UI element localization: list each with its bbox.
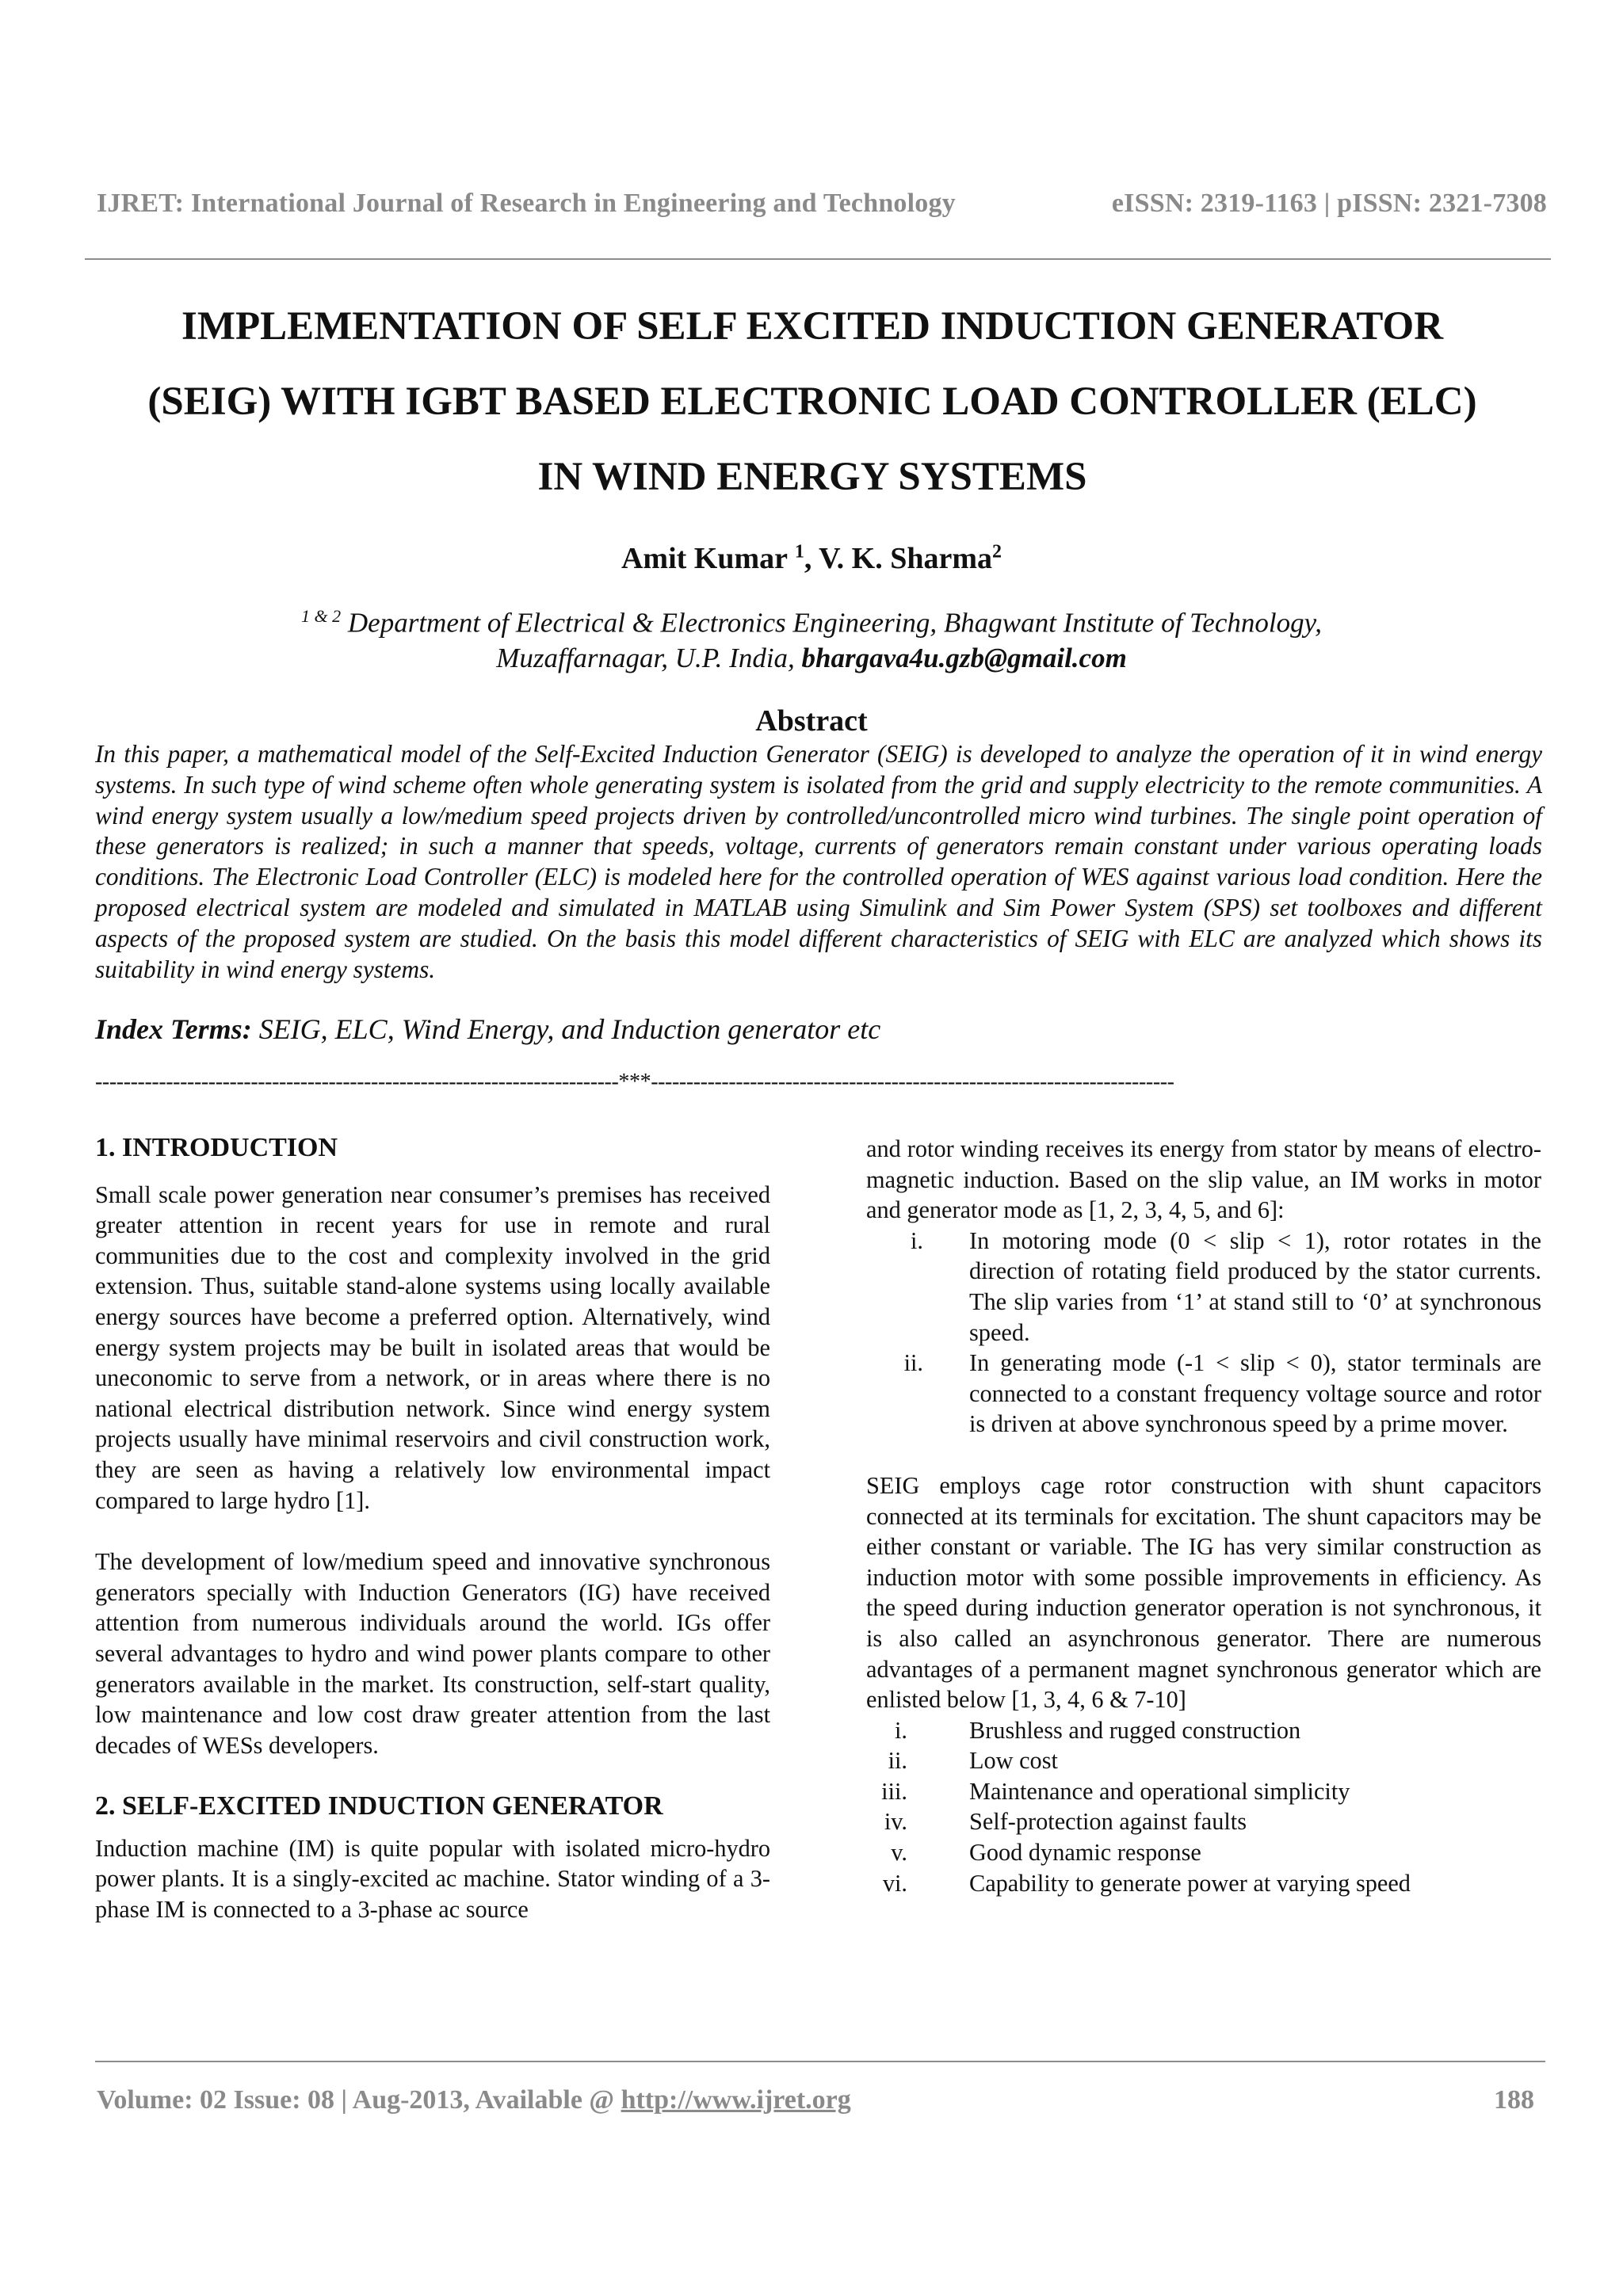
advantage-number: i. (895, 1716, 907, 1744)
affiliation-line-1: Department of Electrical & Electronics Engineering, Bhagwant Institute of Technology, (341, 607, 1322, 639)
author-2-sup: 2 (992, 541, 1002, 563)
advantage-text: Brushless and rugged construction (969, 1716, 1301, 1744)
page-footer (97, 2085, 1547, 2115)
author-email: bhargava4u.gzb@gmail.com (801, 642, 1127, 673)
intro-heading: 1. INTRODUCTION (95, 1133, 338, 1162)
mode-item (866, 1348, 1541, 1440)
seig-paragraph-1: Induction machine (IM) is quite popular with isolated micro-hydro power plants. It is a singly-excited ac machine. Stator winding of a 3-phase IM is connected to a 3-phase ac source (95, 1834, 770, 1924)
index-terms-label: Index Terms: (95, 1013, 252, 1045)
journal-name: IJRET: International Journal of Research in Engineering and Technology (97, 189, 956, 218)
header-rule (85, 258, 1551, 260)
page-number: 188 (1494, 2085, 1534, 2115)
mode-text: In generating mode (-1 < slip < 0), stator terminals are connected to a constant frequency voltage source and rotor is driven at above synchronous speed by a prime mover. (969, 1349, 1541, 1438)
title-line-3: IN WIND ENERGY SYSTEMS (537, 455, 1087, 499)
intro-paragraph-1: Small scale power generation near consumer’s premises has received greater attention in recent years for use in remote and rural communities due to the cost and complexity involved in the grid extension. Thus, suitable stand-alone systems using locally available energy sources have become a preferred option. Alternatively, wind energy system projects may be built in isolated areas that would be uneconomic to serve from a network, or in areas where there is no national electrical distribution network. Since wind energy system projects usually have minimal reservoirs and civil construction work, they are seen as having a relatively low environmental impact compared to large hydro [1]. (95, 1180, 770, 1514)
right-column (866, 1134, 1541, 1898)
advantage-item (866, 1837, 1541, 1868)
advantage-text: Maintenance and operational simplicity (969, 1777, 1350, 1805)
advantage-text: Good dynamic response (969, 1839, 1201, 1867)
intro-paragraph-2: The development of low/medium speed and innovative synchronous generators specially with Induction Generators (IG) have received attention from numerous individuals around the world. IGs offer several advantages to hydro and wind power plants compare to other generators available in the market. Its construction, self-start quality, low maintenance and low cost draw greater attention from the last decades of WESs developers. (95, 1548, 770, 1759)
advantage-text: Self-protection against faults (969, 1808, 1247, 1836)
author-2: , V. K. Sharma (804, 542, 993, 575)
advantage-item (866, 1868, 1541, 1899)
advantage-text: Capability to generate power at varying speed (969, 1869, 1411, 1897)
right-paragraph-2: SEIG employs cage rotor construction with shunt capacitors connected at its terminals for excitation. The shunt capacitors may be either constant or variable. The IG has very similar construction as induction motor with some possible improvements in efficiency. As the speed during induction generator operation is not synchronous, it is also called an asynchronous generator. There are numerous advantages of a permanent magnet synchronous generator which are enlisted below [1, 3, 4, 6 & 7-10] (866, 1471, 1541, 1714)
mode-text: In motoring mode (0 < slip < 1), rotor rotates in the direction of rotating field produced by the stator currents. The slip varies from ‘1’ at stand still to ‘0’ at synchronous speed. (969, 1226, 1541, 1346)
mode-number: i. (911, 1226, 923, 1254)
paper-title (79, 289, 1545, 515)
title-line-2: (SEIG) WITH IGBT BASED ELECTRONIC LOAD CONTROLLER (ELC) (147, 379, 1477, 424)
advantage-number: ii. (888, 1747, 907, 1775)
advantage-item (866, 1806, 1541, 1837)
author-1: Amit Kumar (621, 542, 795, 575)
seig-heading: 2. SELF-EXCITED INDUCTION GENERATOR (95, 1791, 663, 1821)
advantage-text: Low cost (969, 1747, 1058, 1775)
abstract-text: In this paper, a mathematical model of the Self-Excited Induction Generator (SEIG) is developed to analyze the operation of it in wind energy systems. In such type of wind scheme often whole generating system is isolated from the grid and supply electricity to the remote communities. A wind energy system usually a low/medium speed projects driven by controlled/uncontrolled micro wind turbines. The single point operation of these generators is realized; in such a manner that speeds, voltage, currents of generators remain constant under various operating loads conditions. The Electronic Load Controller (ELC) is modeled here for the controlled operation of WES against various load condition. Here the proposed electrical system are modeled and simulated in MATLAB using Simulink and Sim Power System (SPS) set toolboxes and different aspects of the proposed system are studied. On the basis this model different characteristics of SEIG with ELC are analyzed which shows its suitability in wind energy systems. (95, 740, 1542, 983)
issn: eISSN: 2319-1163 | pISSN: 2321-7308 (1111, 189, 1547, 218)
affiliation-sup: 1 & 2 (301, 606, 342, 626)
index-terms (95, 1013, 1545, 1046)
advantage-item (866, 1745, 1541, 1776)
affiliation-line-2: Muzaffarnagar, U.P. India, (496, 642, 802, 673)
separator-line: --------------------------------------------------------------------------***-------------------------------------------------------------------------- (95, 1070, 1174, 1094)
volume-info: Volume: 02 Issue: 08 | Aug-2013, Available @ (97, 2085, 621, 2115)
left-column (95, 1133, 770, 1925)
author-1-sup: 1 (794, 541, 804, 563)
index-terms-text: SEIG, ELC, Wind Energy, and Induction generator etc (251, 1013, 881, 1045)
advantage-number: v. (891, 1839, 907, 1867)
abstract-heading: Abstract (755, 704, 868, 738)
mode-number: ii. (903, 1349, 923, 1377)
right-paragraph-1: and rotor winding receives its energy from stator by means of electro-magnetic induction. Based on the slip value, an IM works in motor and generator mode as [1, 2, 3, 4, 5, and 6]: (866, 1135, 1541, 1224)
footer-rule (95, 2061, 1545, 2062)
affiliation (0, 599, 1623, 676)
journal-link[interactable]: http://www.ijret.org (621, 2085, 851, 2115)
mode-item (866, 1226, 1541, 1348)
advantage-number: iv. (884, 1808, 907, 1836)
advantage-number: vi. (882, 1869, 907, 1897)
advantage-item (866, 1776, 1541, 1807)
advantage-item (866, 1715, 1541, 1746)
authors (0, 541, 1623, 576)
title-line-1: IMPLEMENTATION OF SELF EXCITED INDUCTION GENERATOR (181, 304, 1444, 349)
advantage-number: iii. (881, 1777, 907, 1805)
